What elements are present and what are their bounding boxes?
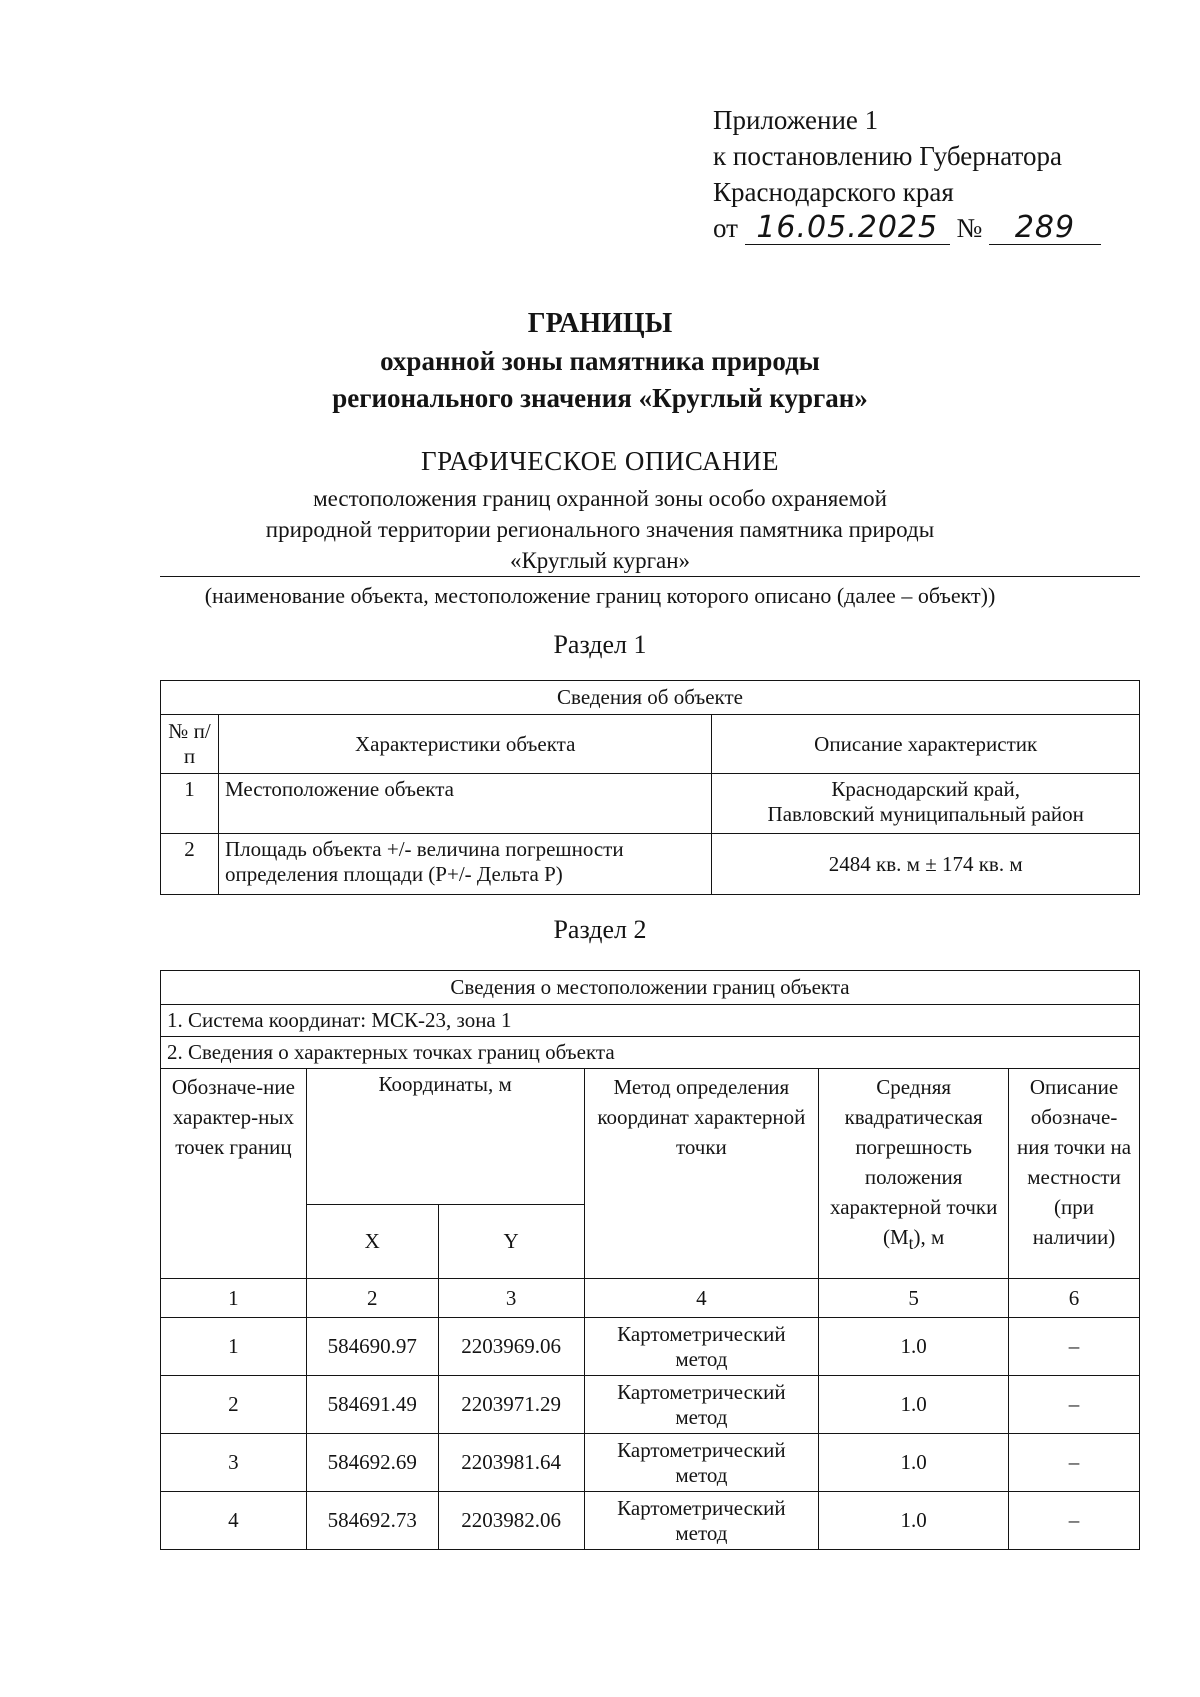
point-y: 2203981.64 <box>438 1434 584 1492</box>
method-line-2: метод <box>675 1520 728 1545</box>
header-error-sub: t <box>908 1233 914 1254</box>
column-numbers-row <box>161 1279 1140 1318</box>
point-y: 2203971.29 <box>438 1376 584 1434</box>
point-place: – <box>1009 1376 1140 1434</box>
point-id: 3 <box>161 1434 307 1492</box>
table-row <box>161 1318 1140 1376</box>
boundary-table-title: Сведения о местоположении границ объекта <box>161 971 1140 1005</box>
header-num: № п/п <box>161 715 219 774</box>
appendix-line-2: к постановлению Губернатора <box>713 141 1062 171</box>
method-line-2: метод <box>675 1346 728 1371</box>
subtitle-line-1: охранной зоны памятника природы <box>380 346 820 376</box>
row-characteristic: Местоположение объекта <box>218 774 711 834</box>
point-id: 1 <box>161 1318 307 1376</box>
point-error: 1.0 <box>819 1376 1009 1434</box>
graphic-description-text <box>0 483 1200 576</box>
point-place: – <box>1009 1492 1140 1550</box>
point-method <box>584 1318 819 1376</box>
point-x: 584691.49 <box>306 1376 438 1434</box>
point-place: – <box>1009 1434 1140 1492</box>
point-method <box>584 1434 819 1492</box>
header-coordinates: Координаты, м <box>306 1069 584 1205</box>
coordinate-system: 1. Система координат: МСК-23, зона 1 <box>161 1005 1140 1037</box>
table-row <box>161 1434 1140 1492</box>
header-error-main: Средняя квадратическая погрешность положения характерной точки (M <box>829 1075 998 1249</box>
boundary-points-table <box>160 970 1140 1550</box>
appendix-line-3: Краснодарского края <box>713 177 954 207</box>
table-row <box>161 1376 1140 1434</box>
handwritten-date: 16.05.2025 <box>745 212 950 245</box>
point-place: – <box>1009 1318 1140 1376</box>
section-1-label: Раздел 1 <box>553 630 647 659</box>
header-designation: Обозначе-ние характер-ных точек границ <box>161 1069 307 1279</box>
point-error: 1.0 <box>819 1492 1009 1550</box>
column-number: 3 <box>438 1279 584 1318</box>
handwritten-number: 289 <box>989 212 1101 245</box>
header-x: X <box>306 1205 438 1279</box>
point-y: 2203982.06 <box>438 1492 584 1550</box>
graphic-line-2: природной территории регионального значения памятника природы <box>265 517 935 542</box>
graphic-description-heading: ГРАФИЧЕСКОЕ ОПИСАНИЕ <box>420 446 780 476</box>
column-number: 1 <box>161 1279 307 1318</box>
appendix-block <box>713 102 1101 246</box>
method-line-1: Картометрический <box>617 1321 786 1346</box>
characteristic-line-2: определения площади (P+/- Дельта P) <box>224 862 563 886</box>
graphic-line-3: «Круглый курган» <box>509 548 691 573</box>
number-label: № <box>956 213 983 243</box>
point-x: 584692.73 <box>306 1492 438 1550</box>
graphic-line-1: местоположения границ охранной зоны особо охраняемой <box>313 486 887 511</box>
header-characteristic: Характеристики объекта <box>218 715 711 774</box>
header-description: Описание характеристик <box>712 715 1140 774</box>
column-number: 2 <box>306 1279 438 1318</box>
method-line-1: Картометрический <box>617 1379 786 1404</box>
point-id: 4 <box>161 1492 307 1550</box>
name-caption: (наименование объекта, местоположение границ которого описано (далее – объект)) <box>204 583 996 608</box>
document-title: ГРАНИЦЫ <box>527 308 673 339</box>
header-place: Описание обозначе-ния точки на местности (при наличии) <box>1009 1069 1140 1279</box>
point-id: 2 <box>161 1376 307 1434</box>
point-x: 584692.69 <box>306 1434 438 1492</box>
table-row <box>161 834 1140 895</box>
header-error-end: ), м <box>913 1225 945 1249</box>
point-error: 1.0 <box>819 1434 1009 1492</box>
row-characteristic <box>218 834 711 895</box>
column-number: 6 <box>1009 1279 1140 1318</box>
subtitle-line-2: регионального значения «Круглый курган» <box>332 383 868 413</box>
description-line-2: Павловский муниципальный район <box>767 802 1084 826</box>
section-2-label: Раздел 2 <box>553 915 647 944</box>
point-method <box>584 1492 819 1550</box>
object-info-title: Сведения об объекте <box>161 681 1140 715</box>
row-num: 1 <box>161 774 219 834</box>
method-line-2: метод <box>675 1462 728 1487</box>
header-method: Метод определения координат характерной точки <box>584 1069 819 1279</box>
object-info-table <box>160 680 1140 895</box>
name-underline <box>160 576 1140 577</box>
point-error: 1.0 <box>819 1318 1009 1376</box>
header-y: Y <box>438 1205 584 1279</box>
header-error <box>819 1069 1009 1279</box>
row-description <box>712 774 1140 834</box>
point-y: 2203969.06 <box>438 1318 584 1376</box>
column-number: 5 <box>819 1279 1009 1318</box>
appendix-date-line <box>713 210 1101 246</box>
point-x: 584690.97 <box>306 1318 438 1376</box>
document-subtitle <box>0 343 1200 417</box>
method-line-2: метод <box>675 1404 728 1429</box>
table-row <box>161 774 1140 834</box>
points-title: 2. Сведения о характерных точках границ объекта <box>161 1037 1140 1069</box>
column-number: 4 <box>584 1279 819 1318</box>
characteristic-line-1: Площадь объекта +/- величина погрешности <box>224 837 624 861</box>
from-label: от <box>713 213 738 243</box>
row-description: 2484 кв. м ± 174 кв. м <box>712 834 1140 895</box>
method-line-1: Картометрический <box>617 1495 786 1520</box>
table-row <box>161 1492 1140 1550</box>
row-num: 2 <box>161 834 219 895</box>
description-line-1: Краснодарский край, <box>831 777 1020 801</box>
point-method <box>584 1376 819 1434</box>
appendix-line-1: Приложение 1 <box>713 105 879 135</box>
method-line-1: Картометрический <box>617 1437 786 1462</box>
